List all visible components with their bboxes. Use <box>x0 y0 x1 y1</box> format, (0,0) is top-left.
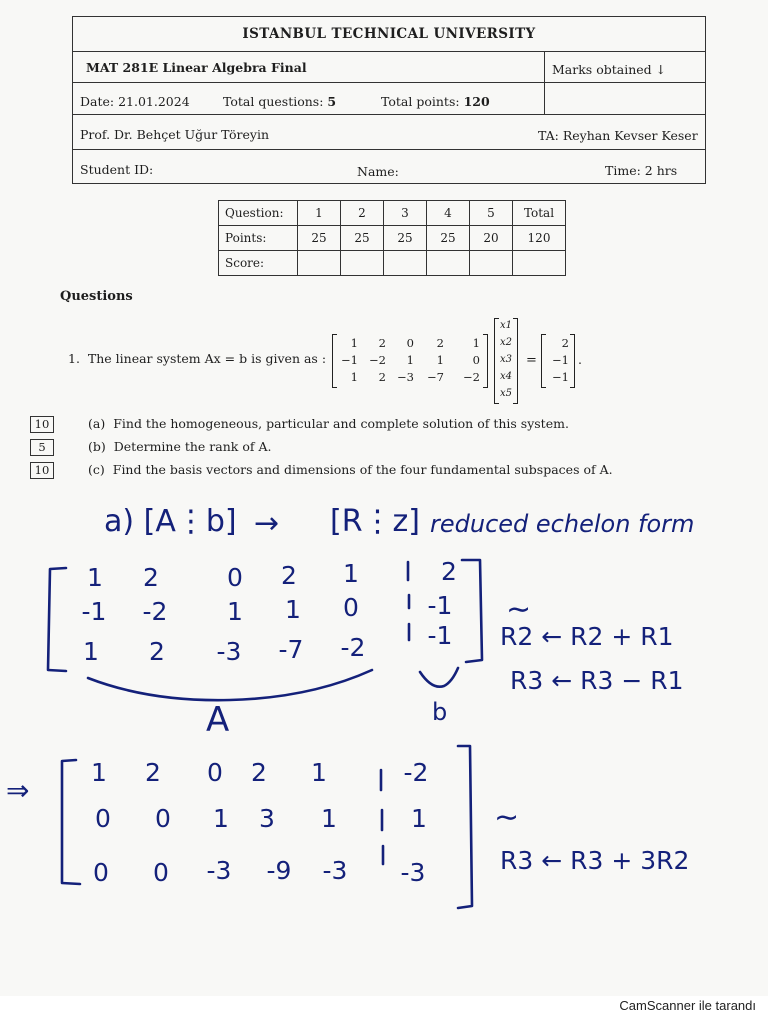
hw-row-op-2: R3 ← R3 − R1 <box>510 666 684 695</box>
time-label: Time: 2 hrs <box>605 163 678 178</box>
marks-obtained-label: Marks obtained ↓ <box>552 62 667 77</box>
total-questions: Total questions: 5 <box>223 94 337 109</box>
matrix-a: 1 2 0 2 1 −1 −2 1 1 0 1 2 −3 −7 −2 <box>332 334 488 388</box>
part-b: 5 (b) Determine the rank of A. <box>30 439 271 456</box>
name-label: Name: <box>357 164 399 179</box>
table-row: Points: 25 25 25 25 20 120 <box>219 226 566 251</box>
period: . <box>578 352 582 367</box>
part-a: 10 (a) Find the homogeneous, particular and complete solution of this system. <box>30 416 569 433</box>
vector-b: 2 −1 −1 <box>541 334 575 388</box>
equals-sign: = <box>526 353 537 368</box>
table-row: Score: <box>219 251 566 276</box>
vector-x: x1 x2 x3 x4 x5 <box>494 318 518 404</box>
hw-reduced-echelon-form: reduced echelon form <box>430 510 695 538</box>
hw-tilde: ∼ <box>506 592 532 627</box>
camscanner-footer: CamScanner ile tarandı <box>619 998 756 1013</box>
part-c: 10 (c) Find the basis vectors and dimensions of the four fundamental subspaces of A. <box>30 462 613 479</box>
professor-name: Prof. Dr. Behçet Uğur Töreyin <box>80 127 270 142</box>
question-1-intro: 1. The linear system Ax = b is given as : <box>68 351 327 366</box>
hw-implies-icon: ⇒ <box>6 774 30 807</box>
ta-name: TA: Reyhan Kevser Keser <box>538 128 698 143</box>
student-id-label: Student ID: <box>80 162 154 177</box>
hw-arrow-icon: → <box>254 506 280 541</box>
exam-date: Date: 21.01.2024 <box>80 94 190 109</box>
hw-augmented-a-b: a) [A⋮b] <box>104 504 237 539</box>
course-title: MAT 281E Linear Algebra Final <box>86 60 307 75</box>
questions-heading: Questions <box>60 289 133 304</box>
hw-label-b: b <box>432 698 448 726</box>
total-points: Total points: 120 <box>381 94 490 109</box>
hw-row-op-3: R3 ← R3 + 3R2 <box>500 846 690 875</box>
hw-augmented-r-z: [R⋮z] <box>330 504 420 539</box>
hw-tilde: ∼ <box>494 800 520 835</box>
university-name: ISTANBUL TECHNICAL UNIVERSITY <box>242 26 536 42</box>
table-row: Question: 1 2 3 4 5 Total <box>219 201 566 226</box>
hw-label-a: A <box>206 700 230 740</box>
hw-row-op-1: R2 ← R2 + R1 <box>500 622 674 651</box>
